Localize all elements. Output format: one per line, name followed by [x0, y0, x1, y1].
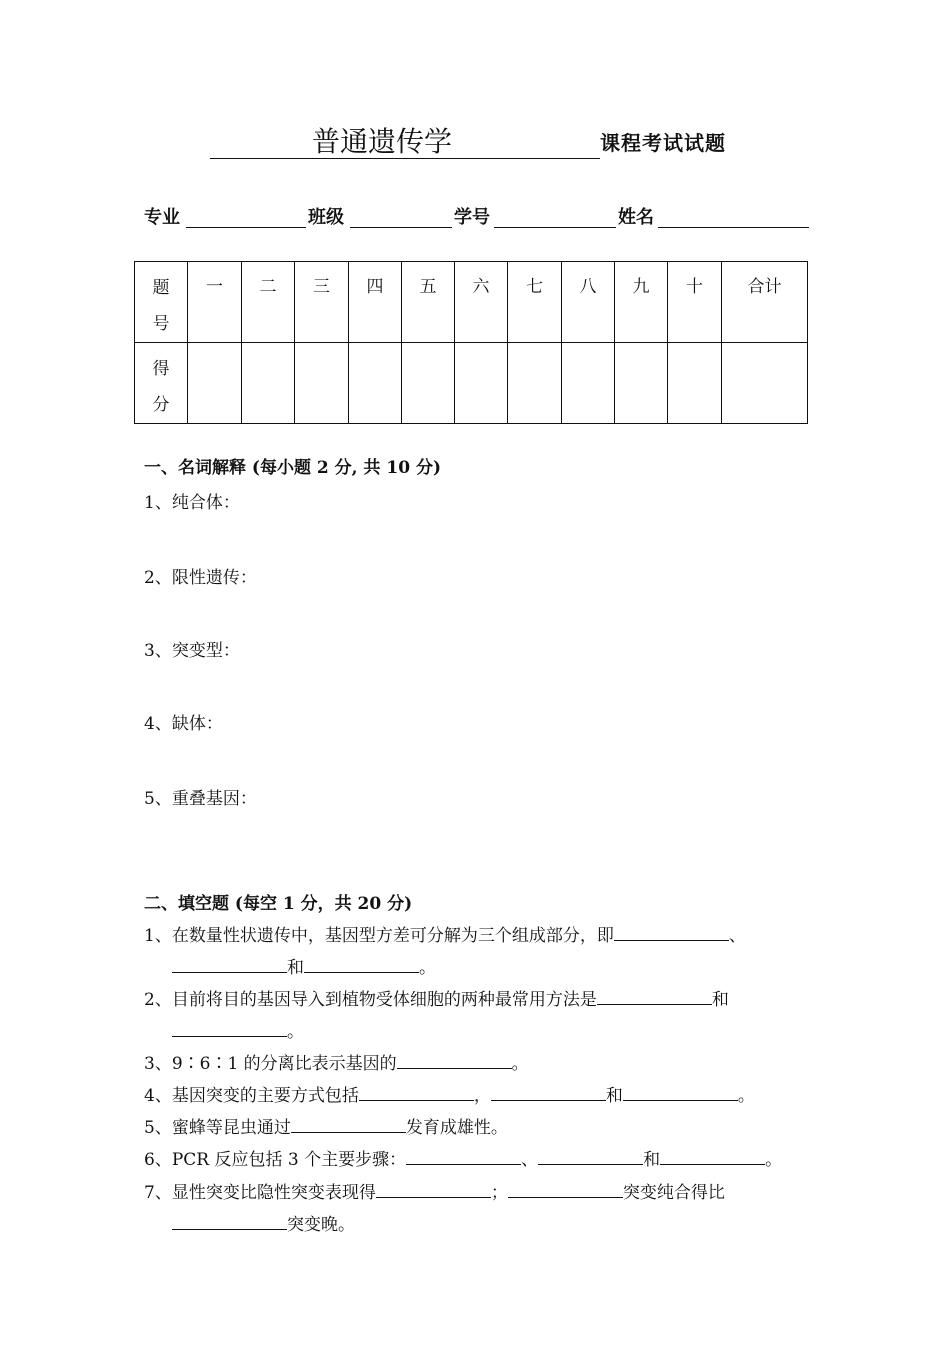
term-question: 5、重叠基因： [144, 789, 257, 809]
major-label: 专业 [144, 207, 180, 228]
column-header: 六 [455, 262, 508, 343]
score-cell[interactable] [508, 343, 562, 424]
column-header: 八 [562, 262, 615, 343]
column-header: 二 [242, 262, 295, 343]
score-cell[interactable] [349, 343, 402, 424]
name-label: 姓名 [618, 207, 654, 228]
term-question: 2、限性遗传： [144, 568, 257, 588]
score-cell[interactable] [242, 343, 295, 424]
answer-blank[interactable] [623, 1086, 738, 1101]
fill-question-1-cont: 和 。 [172, 953, 436, 978]
score-cell[interactable] [188, 343, 242, 424]
class-field[interactable] [350, 227, 452, 228]
score-table [134, 261, 808, 424]
student-id-field[interactable] [494, 227, 616, 228]
answer-blank[interactable] [291, 1118, 406, 1133]
score-cell[interactable] [402, 343, 455, 424]
answer-blank[interactable] [359, 1086, 474, 1101]
fill-question-2-cont: 。 [172, 1017, 304, 1042]
column-header: 四 [349, 262, 402, 343]
fill-question-7: 7、显性突变比隐性突变表现得 ； 突变纯合得比 [144, 1183, 725, 1203]
column-header: 一 [188, 262, 242, 343]
fill-question-5: 5、蜜蜂等昆虫通过 发育成雄性。 [144, 1118, 508, 1138]
score-label: 得 分 [135, 343, 188, 424]
answer-blank[interactable] [660, 1150, 765, 1165]
answer-blank[interactable] [376, 1183, 491, 1198]
answer-blank[interactable] [614, 926, 729, 941]
score-cell[interactable] [562, 343, 615, 424]
score-cell[interactable] [295, 343, 349, 424]
score-cell[interactable] [615, 343, 668, 424]
answer-blank[interactable] [172, 1022, 287, 1037]
answer-blank[interactable] [406, 1150, 521, 1165]
answer-blank[interactable] [172, 958, 287, 973]
section1-heading: 一、名词解释 (每小题 2 分, 共 10 分) [144, 458, 442, 478]
score-row [135, 343, 808, 424]
column-header: 七 [508, 262, 562, 343]
column-header-total: 合计 [722, 262, 808, 343]
answer-blank[interactable] [508, 1183, 623, 1198]
column-header: 三 [295, 262, 349, 343]
column-header: 五 [402, 262, 455, 343]
score-cell-total[interactable] [722, 343, 808, 424]
fill-question-1: 1、在数量性状遗传中，基因型方差可分解为三个组成部分，即 、 [144, 926, 746, 946]
student-id-label: 学号 [454, 207, 490, 228]
answer-blank[interactable] [538, 1150, 643, 1165]
fill-question-3: 3、9∶6∶1 的分离比表示基因的 。 [144, 1054, 529, 1074]
major-field[interactable] [186, 227, 306, 228]
class-label: 班级 [308, 207, 344, 228]
fill-question-4: 4、基因突变的主要方式包括 ， 和 。 [144, 1086, 755, 1106]
title-underline [210, 118, 600, 159]
fill-question-2: 2、目前将目的基因导入到植物受体细胞的两种最常用方法是 和 [144, 990, 729, 1010]
answer-blank[interactable] [172, 1215, 287, 1230]
term-question: 1、纯合体： [144, 493, 240, 513]
exam-title-suffix: 课程考试试题 [600, 131, 726, 155]
term-question: 4、缺体： [144, 714, 223, 734]
answer-blank[interactable] [491, 1086, 606, 1101]
column-header: 十 [668, 262, 722, 343]
fill-question-6: 6、PCR 反应包括 3 个主要步骤： 、 和 。 [144, 1150, 783, 1170]
answer-blank[interactable] [597, 990, 712, 1005]
question-number-row [135, 262, 808, 343]
fill-question-7-cont: 突变晚。 [172, 1210, 355, 1235]
course-title: 普通遗传学 [312, 125, 453, 158]
answer-blank[interactable] [304, 958, 419, 973]
section2-heading: 二、填空题 (每空 1 分，共 20 分) [144, 894, 413, 914]
question-number-label: 题 号 [135, 262, 188, 343]
name-field[interactable] [658, 227, 809, 228]
score-cell[interactable] [668, 343, 722, 424]
column-header: 九 [615, 262, 668, 343]
term-question: 3、突变型： [144, 641, 240, 661]
score-cell[interactable] [455, 343, 508, 424]
answer-blank[interactable] [397, 1054, 512, 1069]
